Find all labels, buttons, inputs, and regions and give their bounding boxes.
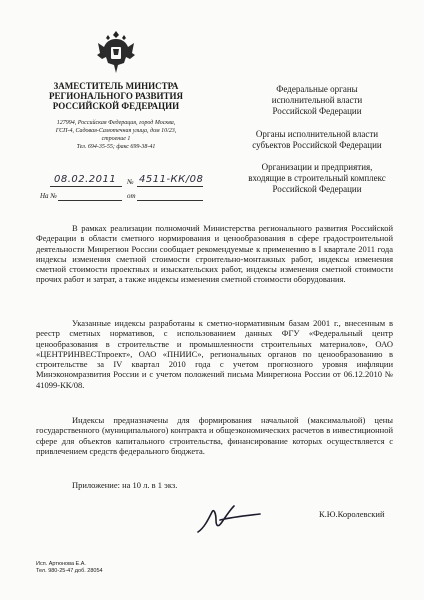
organization-title: ЗАМЕСТИТЕЛЬ МИНИСТРА: [53, 81, 179, 91]
body-paragraph-1: В рамках реализации полномочий Министерства регионального развития Российской Федерации в области сметного нормирования и ценообразования в сфере градостроительной деятельности Минрегион России сообщает рекомендуемые к применению в I квартале 2011 года индексы изменения сметной стоимости строительно-монтажных работ, индексы изменения сметной стоимости проектных и изыскательских работ, индексы изменения сметной стоимости прочих работ и затрат, а также индексы изменения сметной стоимости оборудования.: [36, 223, 393, 285]
reference-date-underline: [137, 200, 203, 201]
recipient-line: Организации и предприятия,: [261, 162, 373, 172]
attachment-note: Приложение: на 10 л. в 1 экз.: [72, 480, 178, 490]
address-line-2: ГСП-4, Садовая-Самотечная улица, дом 10/23,: [55, 128, 177, 134]
address-line-4: Тел. 694-35-55; факс 699-38-41: [76, 144, 156, 150]
body-paragraph-3: Индексы предназначены для формирования начальной (максимальной) цены государственного (муниципального) контракта и общеэкономических расчетов в инвестиционной сфере для объектов капитального строительства, финансирование которых осуществляется с привлечением средств федерального бюджета.: [36, 415, 393, 456]
recipient-line: Органы исполнительной власти: [255, 129, 379, 139]
address-line-3: строение 1: [101, 136, 131, 142]
registration-date: 08.02.2011: [54, 174, 117, 185]
executor-name: Исп. Артюнова Е.А.: [36, 561, 86, 567]
recipient-line: Федеральные органы: [276, 84, 358, 94]
executor-phone: Тел. 980-25-47 доб. 28054: [36, 568, 103, 574]
registration-number-label: №: [127, 178, 134, 186]
recipient-line: Российской Федерации: [272, 184, 362, 194]
recipient-line: входящие в строительный комплекс: [248, 173, 386, 183]
signer-name: К.Ю.Королевский: [319, 509, 385, 519]
organization-subtitle-2: РОССИЙСКОЙ ФЕДЕРАЦИИ: [52, 101, 180, 111]
recipient-line: субъектов Российской Федерации: [252, 140, 382, 150]
coat-of-arms-icon: [96, 29, 136, 75]
registration-number: 4511-КК/08: [139, 174, 204, 185]
reference-date-label: от: [127, 192, 136, 200]
signature-icon: [194, 490, 264, 540]
recipient-line: Российской Федерации: [272, 106, 362, 116]
number-underline: [137, 186, 203, 187]
reference-number-label: На №: [40, 192, 57, 200]
organization-subtitle-1: РЕГИОНАЛЬНОГО РАЗВИТИЯ: [48, 91, 183, 101]
address-line-1: 127994, Российская Федерация, город Москва,: [56, 120, 176, 126]
recipient-line: исполнительной власти: [271, 95, 363, 105]
body-paragraph-2: Указанные индексы разработаны к сметно-нормативным базам 2001 г., внесенным в реестр сметных нормативов, с использованием данных ФГУ «Федеральный центр ценообразования в строительстве и промышленности строительных материалов», ОАО «ЦЕНТРИНВЕСТпроект», ОАО «ПНИИС», региональных органов по ценообразованию в строительстве за IV квартал 2010 года с учетом прогнозного уровня инфляции Минэкономразвития России и с учетом положений письма Минрегиона России от 06.12.2010 № 41099-КК/08.: [36, 318, 393, 390]
reference-number-underline: [58, 200, 122, 201]
date-underline: [50, 186, 122, 187]
